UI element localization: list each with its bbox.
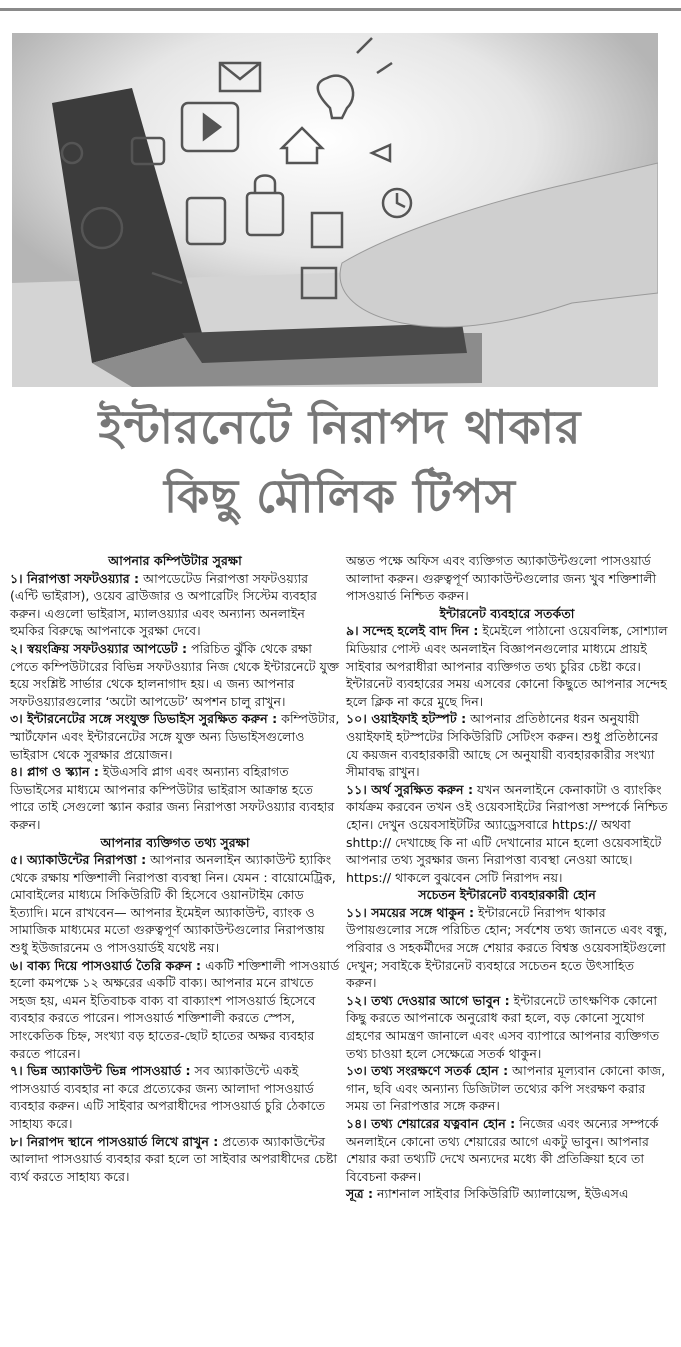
tip-body: অন্তত পক্ষে অফিস এবং ব্যক্তিগত অ্যাকাউন্টগুলো পাসওয়ার্ড আলাদা করুন। গুরুত্বপূর্ণ অ্যাকাউন্টগুলোর জন্য খুব শক্তিশালী পাসওয়ার্ড নিশ্চিত করুন। xyxy=(346,553,657,604)
section-heading: সচেতন ইন্টারনেট ব্যবহারকারী হোন xyxy=(418,887,596,903)
section-heading: আপনার কম্পিউটার সুরক্ষা xyxy=(108,553,242,568)
tip-paragraph xyxy=(10,851,340,957)
tip-paragraph xyxy=(346,992,668,1062)
tip-body: ইমেইলে পাঠানো ওয়েবলিঙ্ক, সোশ্যাল মিডিয়ার পোস্ট এবং অনলাইন বিজ্ঞাপনগুলোর মাধ্যমে প্রায়ই সাইবার অপরাধীরা আপনার ব্যক্তিগত তথ্য চুরির চেষ্টা করে। ইন্টারনেট ব্যবহারের সময় এসবের কোনো কিছুতে আপনার সন্দেহ হলে ক্লিক না করে মুছে দিন। xyxy=(346,623,668,709)
tip-body: আপনার অনলাইন অ্যাকাউন্ট হ্যাকিং থেকে রক্ষায় শক্তিশালী নিরাপত্তা ব্যবস্থা নিন। যেমন : বায়োমেট্রিক, মোবাইলের মাধ্যমে সিকিউরিটি কী হিসেবে ওয়ানটাইম কোড ইত্যাদি। মনে রাখবেন— আপনার ইমেইল অ্যাকাউন্ট, ব্যাংক ও সামাজিক মাধ্যমের মতো গুরুত্বপূর্ণ অ্যাকাউন্টগুলোর নিরাপত্তায় শুধু ইউজারনেম ও পাসওয়ার্ডই যথেষ্ট নয়। xyxy=(10,852,336,956)
tip-body: আপডেটেড নিরাপত্তা সফটওয়্যার (এন্টি ভাইরাস), ওয়েব ব্রাউজার ও অপারেটিং সিস্টেম ব্যবহার করুন। এগুলো ভাইরাস, ম্যালওয়্যার এবং অন্যান্য অনলাইন হুমকির বিরুদ্ধে আপনাকে সুরক্ষা দেবে। xyxy=(10,570,317,639)
tip-title: ৪। প্লাগ ও স্ক্যান : xyxy=(10,764,99,780)
tip-paragraph xyxy=(10,640,340,710)
tip-body: প্রত্যেক অ্যাকাউন্টের আলাদা পাসওয়ার্ড ব্যবহার করা হলে তা সাইবার অপরাধীদের চেষ্টা ব্যর্থ করতে সাহায্য করে। xyxy=(10,1133,338,1184)
tip-body: একটি শক্তিশালী পাসওয়ার্ড হলো কমপক্ষে ১২ অক্ষরের একটি বাক্য। আপনার মনে রাখতে সহজ হয়, এমন ইতিবাচক বাক্য বা বাক্যাংশ পাসওয়ার্ড হিসেবে ব্যবহার করতে পারেন। পাসওয়ার্ড শক্তিশালী করতে স্পেস, সাংকেতিক চিহ্ন, সংখ্যা বড় হাতের-ছোট হাতের অক্ষর ব্যবহার করতে পারেন। xyxy=(10,957,340,1061)
tip-title: ৮। নিরাপদ স্থানে পাসওয়ার্ড লিখে রাখুন : xyxy=(10,1133,219,1149)
tip-paragraph xyxy=(346,622,668,710)
tip-paragraph xyxy=(346,781,668,887)
tip-title: ১১। অর্থ সুরক্ষিত করুন : xyxy=(346,781,473,797)
headline-line-2: কিছু মৌলিক টিপস xyxy=(163,469,517,523)
section-heading: ইন্টারনেট ব্যবহারে সতর্কতা xyxy=(439,605,575,621)
tip-body: কম্পিউটার, স্মার্টফোন এবং ইন্টারনেটের সঙ্গে যুক্ত অন্য ডিভাইসগুলোও ভাইরাস থেকে সুরক্ষার প্রয়োজন। xyxy=(10,711,340,762)
adjacent-page-edge xyxy=(673,80,681,340)
tip-paragraph xyxy=(346,1115,668,1185)
tip-body: সব অ্যাকাউন্টে একই পাসওয়ার্ড ব্যবহার না করে প্রত্যেকের জন্য আলাদা পাসওয়ার্ড ব্যবহার করুন। এটি সাইবার অপরাধীদের পাসওয়ার্ড চুরি ঠেকাতে সাহায্য করে। xyxy=(10,1063,326,1131)
tip-body: ন্যাশনাল সাইবার সিকিউরিটি অ্যালায়েন্স, ইউএসএ xyxy=(373,1186,629,1202)
tip-body: যখন অনলাইনে কেনাকাটা ও ব্যাংকিং কার্যক্রম করবেন তখন ওই ওয়েবসাইটের নিরাপত্তা সম্পর্কে নিশ্চিত হোন। দেখুন ওয়েবসাইটটির অ্যাড্রেসবারে https:// অথবা shttp:// দেখাচ্ছে কি না এটি দেখানোর মানে হলো ওয়েবসাইটে আপনার তথ্য সুরক্ষার জন্য নিরাপত্তা ব্যবস্থা নেওয়া আছে। https:// থাকলে বুঝবেন সেটি নিরাপদ নয়। xyxy=(346,781,668,885)
tip-body: পরিচিত ঝুঁকি থেকে রক্ষা পেতে কম্পিউটারের বিভিন্ন সফটওয়্যার নিজ থেকে ইন্টারনেটে যুক্ত হয়ে সংশ্লিষ্ট সার্ভার থেকে হালনাগাদ হয়। এ জন্য আপনার সফটওয়্যারগুলোর ‘অটো আপডেট’ অপশন চালু রাখুন। xyxy=(10,640,340,709)
tip-paragraph xyxy=(10,1062,340,1132)
top-bar xyxy=(0,0,681,10)
top-rule xyxy=(0,8,681,11)
tip-paragraph xyxy=(346,1185,668,1203)
tip-body: আপনার মূল্যবান কোনো কাজ, গান, ছবি এবং অন্যান্য ডিজিটাল তথ্যের কপি সংরক্ষণ করার সময় তা নিরাপত্তার সঙ্গে করুন। xyxy=(346,1063,666,1114)
laptop-illustration xyxy=(12,33,658,387)
header-photo xyxy=(12,33,658,387)
headline-line-1: ইন্টারনেটে নিরাপদ থাকার xyxy=(98,400,582,454)
tip-title: ২। স্বয়ংক্রিয় সফটওয়্যার আপডেট : xyxy=(10,640,188,656)
tip-body: ইন্টারনেটে তাৎক্ষণিক কোনো কিছু করতে আপনাকে অনুরোধ করা হলে, বড় কোনো সুযোগ গ্রহণের আমন্ত্রণ জানালে এবং এসব ব্যাপারে আপনার ব্যক্তিগত তথ্য চাওয়া হলে সেক্ষেত্রে সতর্ক থাকুন। xyxy=(346,992,660,1061)
tip-paragraph xyxy=(10,710,340,763)
tip-body: ইউএসবি প্লাগ এবং অন্যান্য বহিরাগত ডিভাইসের মাধ্যমে আপনার কম্পিউটার ভাইরাস আক্রান্ত হতে পারে তাই সেগুলো স্ক্যান করার জন্য নিরাপত্তা সফটওয়্যার ব্যবহার করুন। xyxy=(10,764,335,832)
tip-title: ৯। সন্দেহ হলেই বাদ দিন : xyxy=(346,623,479,639)
left-column xyxy=(10,552,340,1185)
tip-body: নিজের এবং অন্যের সম্পর্কে অনলাইনে কোনো তথ্য শেয়ারের আগে একটু ভাবুন। আপনার শেয়ার করা তথ্যটি দেখে অন্যদের মধ্যে কী প্রতিক্রিয়া হবে তা বিবেচনা করুন। xyxy=(346,1116,659,1184)
tip-title: সূত্র : xyxy=(346,1186,373,1202)
adjacent-page-edge-lower xyxy=(673,680,681,1320)
tip-title: ৬। বাক্য দিয়ে পাসওয়ার্ড তৈরি করুন : xyxy=(10,957,202,973)
tip-title: ১। নিরাপত্তা সফটওয়্যার : xyxy=(10,570,140,586)
tip-title: ১১। সময়ের সঙ্গে থাকুন : xyxy=(346,904,475,920)
section-heading: আপনার ব্যক্তিগত তথ্য সুরক্ষা xyxy=(100,834,250,850)
tip-body: আপনার প্রতিষ্ঠানের ধরন অনুযায়ী ওয়াইফাই হটস্পটের সিকিউরিটি সেটিংস করুন। শুধু প্রতিষ্ঠানের যে কয়জন ব্যবহারকারী আছে সে অনুযায়ী ব্যবহারকারীর সংখ্যা সীমাবদ্ধ রাখুন। xyxy=(346,711,659,780)
tip-paragraph xyxy=(346,552,668,605)
tip-title: ১৩। তথ্য সংরক্ষণে সতর্ক হোন : xyxy=(346,1063,509,1079)
tip-title: ১২। তথ্য দেওয়ার আগে ভাবুন : xyxy=(346,992,510,1008)
tip-paragraph xyxy=(346,904,668,992)
tip-paragraph xyxy=(346,710,668,780)
tip-body: ইন্টারনেটে নিরাপদ থাকার উপায়গুলোর সঙ্গে পরিচিত হোন; সর্বশেষ তথ্য জানতে এবং বন্ধু, পরিবার ও সহকর্মীদের সঙ্গে শেয়ার করতে বিশ্বস্ত ওয়েবসাইটগুলো দেখুন; সবাইকে ইন্টারনেট ব্যবহারে সচেতন হতে উৎসাহিত করুন। xyxy=(346,904,668,991)
tip-title: ১০। ওয়াইফাই হটস্পট : xyxy=(346,711,467,727)
tip-title: ৫। অ্যাকাউন্টের নিরাপত্তা : xyxy=(10,852,147,868)
tip-paragraph xyxy=(10,763,340,833)
tip-title: ৭। ভিন্ন অ্যাকাউন্ট ভিন্ন পাসওয়ার্ড : xyxy=(10,1063,191,1079)
tip-paragraph xyxy=(346,1062,668,1115)
tip-title: ১৪। তথ্য শেয়ারের যত্নবান হোন : xyxy=(346,1116,516,1131)
right-column xyxy=(346,552,668,1203)
tip-paragraph xyxy=(10,570,340,640)
tip-title: ৩। ইন্টারনেটের সঙ্গে সংযুক্ত ডিভাইস সুরক্ষিত করুন : xyxy=(10,711,278,727)
tip-paragraph xyxy=(10,957,340,1063)
tip-paragraph xyxy=(10,1133,340,1186)
